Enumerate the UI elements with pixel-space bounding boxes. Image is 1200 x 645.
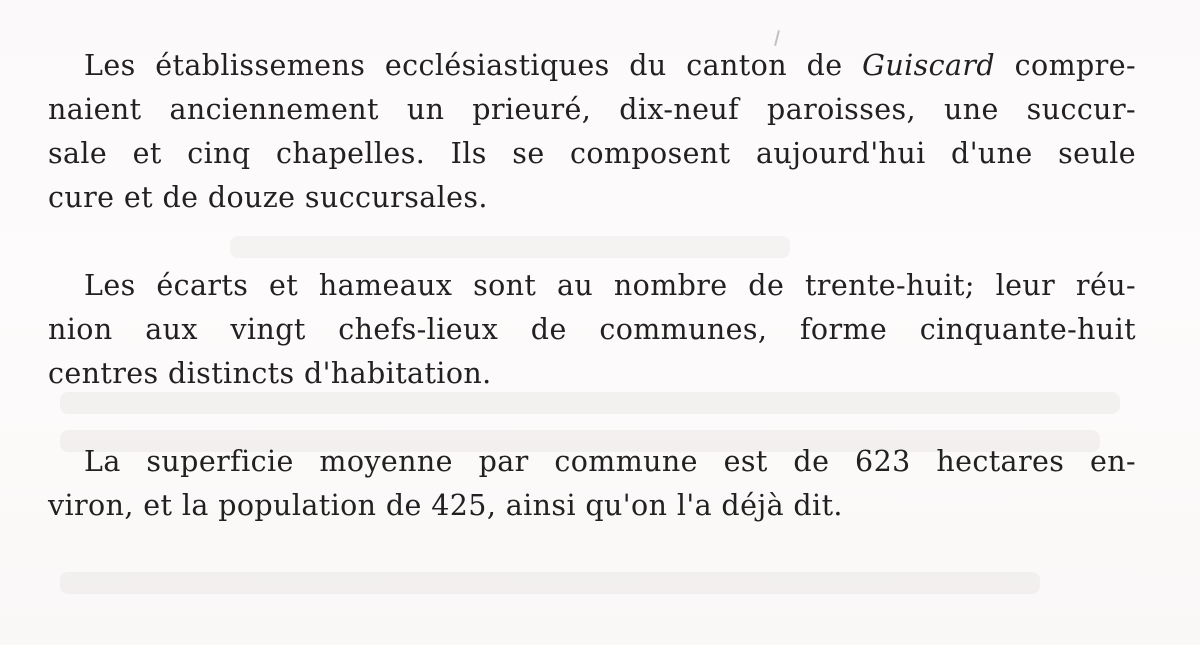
- text-line: cure et de douze succursales.: [48, 181, 488, 214]
- text-line: naient anciennement un prieuré, dix-neuf paroisses, une succur-: [48, 93, 1136, 126]
- text-line: nion aux vingt chefs-lieux de communes, forme cinquante-huit: [48, 313, 1136, 346]
- text-line: [48, 44, 1136, 88]
- paragraph-hamlets: [48, 264, 1136, 396]
- text-line: La superficie moyenne par commune est de 623 hectares en-: [84, 445, 1136, 478]
- paragraph-area-population: [48, 440, 1136, 528]
- text-line: Les écarts et hameaux sont au nombre de trente-huit; leur réu-: [84, 269, 1136, 302]
- place-name-guiscard: Guiscard: [862, 49, 996, 82]
- document-text: [48, 44, 1136, 528]
- text-run: Les établissemens ecclésiastiques du canton de: [84, 49, 863, 82]
- paragraph-ecclesiastical: [48, 44, 1136, 220]
- text-line: viron, et la population de 425, ainsi qu'on l'a déjà dit.: [48, 489, 843, 522]
- text-line: centres distincts d'habitation.: [48, 357, 492, 390]
- text-line: sale et cinq chapelles. Ils se composent aujourd'hui d'une seule: [48, 137, 1136, 170]
- text-run: compre-: [995, 49, 1136, 82]
